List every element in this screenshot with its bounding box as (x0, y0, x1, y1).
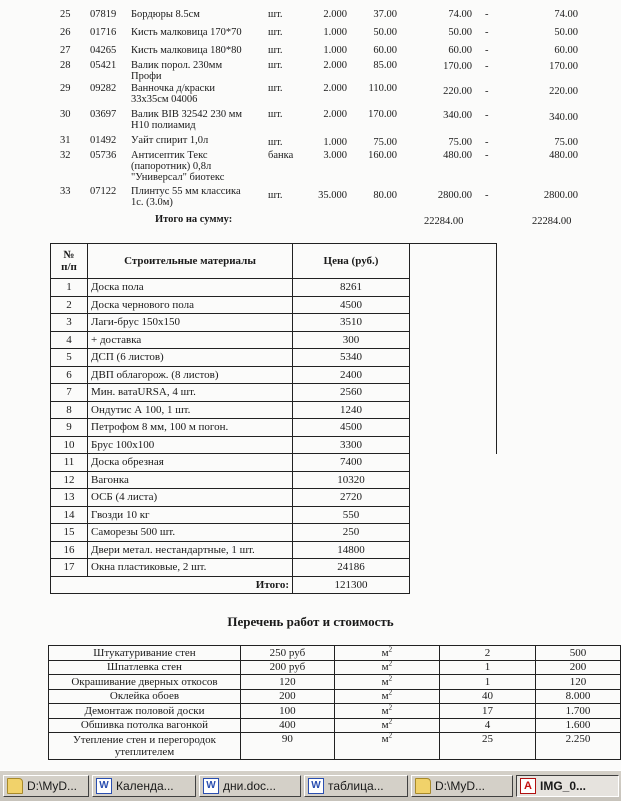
table-row (0, 182, 621, 208)
material-price: 550 (293, 506, 410, 524)
unit-power: 2 (388, 731, 393, 740)
work-unit (334, 733, 439, 760)
item-dash: - (485, 110, 489, 121)
item-unit: шт. (268, 109, 283, 120)
work-name: Шпатлевка стен (49, 660, 241, 675)
material-price: 300 (293, 331, 410, 349)
material-name: Гвозди 10 кг (88, 506, 293, 524)
item-price: 75.00 (373, 137, 397, 148)
row-number: 17 (51, 559, 88, 577)
folder-icon (7, 778, 23, 794)
material-price: 3510 (293, 314, 410, 332)
row-number: 29 (60, 83, 71, 94)
col-name-header: Строительные материалы (88, 244, 293, 279)
material-price: 14800 (293, 541, 410, 559)
work-qty: 1 (439, 660, 535, 675)
work-unit (334, 646, 439, 661)
work-name: Штукатуривание стен (49, 646, 241, 661)
material-price: 2400 (293, 366, 410, 384)
table-row (51, 506, 497, 524)
invoice-total-label: Итого на сумму: (155, 214, 233, 225)
material-price: 7400 (293, 454, 410, 472)
row-number: 26 (60, 27, 71, 38)
item-unit: шт. (268, 83, 283, 94)
item-price: 110.00 (368, 83, 397, 94)
table-total-row (51, 576, 497, 594)
row-number: 7 (51, 384, 88, 402)
material-price: 5340 (293, 349, 410, 367)
work-price: 250 руб (240, 646, 334, 661)
item-code: 05421 (90, 60, 117, 71)
taskbar-label: D:\MyD... (435, 779, 485, 793)
item-sum: 50.00 (448, 27, 472, 38)
item-sum-total: 340.00 (549, 112, 578, 123)
work-qty: 4 (439, 718, 535, 733)
work-price: 400 (240, 718, 334, 733)
item-code: 01492 (90, 135, 117, 146)
unit-text: м (381, 704, 389, 717)
material-price: 1240 (293, 401, 410, 419)
item-sum-total: 74.00 (554, 9, 578, 20)
material-name: Доска обрезная (88, 454, 293, 472)
work-sum: 2.250 (536, 733, 621, 760)
item-qty: 35.000 (318, 190, 347, 201)
table-row (49, 689, 621, 704)
work-name: Утепление стен и перегородок утеплителем (49, 733, 241, 760)
unit-text: м (381, 733, 389, 745)
table-row (0, 56, 621, 82)
work-price: 200 (240, 689, 334, 704)
works-table (48, 645, 621, 760)
work-sum: 200 (536, 660, 621, 675)
item-dash: - (485, 61, 489, 72)
work-sum: 8.000 (536, 689, 621, 704)
material-price: 24186 (293, 559, 410, 577)
invoice-total-2: 22284.00 (532, 216, 572, 227)
material-name: Лаги-брус 150х150 (88, 314, 293, 332)
item-unit: шт. (268, 137, 283, 148)
item-qty: 3.000 (323, 150, 347, 161)
row-number: 16 (51, 541, 88, 559)
row-number: 9 (51, 419, 88, 437)
item-name: Бордюры 8.5см (131, 9, 200, 20)
table-row (0, 23, 621, 43)
item-unit: шт. (268, 60, 283, 71)
work-price: 100 (240, 704, 334, 719)
item-price: 160.00 (368, 150, 397, 161)
table-row (51, 524, 497, 542)
work-price: 90 (240, 733, 334, 760)
unit-power: 2 (388, 717, 393, 726)
row-number: 2 (51, 296, 88, 314)
work-name: Окрашивание дверных откосов (49, 675, 241, 690)
item-qty: 1.000 (323, 137, 347, 148)
unit-text: м (381, 675, 389, 688)
work-qty: 25 (439, 733, 535, 760)
taskbar-button[interactable] (3, 775, 89, 797)
item-qty: 1.000 (323, 45, 347, 56)
work-unit (334, 689, 439, 704)
material-price: 10320 (293, 471, 410, 489)
row-number: 25 (60, 9, 71, 20)
row-number: 31 (60, 135, 71, 146)
work-sum: 500 (536, 646, 621, 661)
material-name: ДВП облагорож. (8 листов) (88, 366, 293, 384)
item-price: 60.00 (373, 45, 397, 56)
work-unit (334, 704, 439, 719)
taskbar-label: D:\MyD... (27, 779, 77, 793)
item-code: 03697 (90, 109, 117, 120)
work-qty: 1 (439, 675, 535, 690)
pdf-icon: A (520, 778, 536, 794)
material-price: 250 (293, 524, 410, 542)
item-code: 01716 (90, 27, 117, 38)
row-number: 11 (51, 454, 88, 472)
work-name: Демонтаж половой доски (49, 704, 241, 719)
item-unit: шт. (268, 9, 283, 20)
material-name: Доска пола (88, 279, 293, 297)
item-sum-total: 75.00 (554, 137, 578, 148)
taskbar-button[interactable] (92, 775, 196, 797)
item-name: Антисептик Текс (папоротник) 0,8л "Универсал" биотекс (131, 150, 225, 183)
material-name: Мин. ватаURSA, 4 шт. (88, 384, 293, 402)
material-name: Вагонка (88, 471, 293, 489)
table-row (51, 489, 497, 507)
material-price: 4500 (293, 419, 410, 437)
word-icon: W (96, 778, 112, 794)
item-dash: - (485, 45, 489, 56)
item-sum: 60.00 (448, 45, 472, 56)
work-sum: 1.600 (536, 718, 621, 733)
table-row (49, 646, 621, 661)
unit-text: м (381, 719, 389, 732)
unit-text: м (381, 661, 389, 674)
work-price: 200 руб (240, 660, 334, 675)
material-price: 4500 (293, 296, 410, 314)
item-dash: - (485, 9, 489, 20)
table-row (49, 660, 621, 675)
item-name: Кисть малковица 170*70 (131, 27, 242, 38)
work-name: Оклейка обоев (49, 689, 241, 704)
material-name: Петрофом 8 мм, 100 м погон. (88, 419, 293, 437)
item-sum: 75.00 (448, 137, 472, 148)
word-icon: W (203, 778, 219, 794)
item-name: Кисть малковица 180*80 (131, 45, 242, 56)
table-row (51, 454, 497, 472)
item-price: 85.00 (373, 60, 397, 71)
item-name: Валик ВIВ 32542 230 мм Н10 полиамид (131, 109, 243, 131)
material-name: + доставка (88, 331, 293, 349)
material-price: 2720 (293, 489, 410, 507)
item-unit: банка (268, 150, 294, 161)
item-qty: 2.000 (323, 83, 347, 94)
row-number: 13 (51, 489, 88, 507)
unit-text: м (381, 690, 389, 703)
row-number: 8 (51, 401, 88, 419)
materials-table (50, 243, 497, 594)
item-sum: 340.00 (443, 110, 472, 121)
unit-text: м (381, 646, 389, 659)
row-number: 3 (51, 314, 88, 332)
item-sum-total: 50.00 (554, 27, 578, 38)
item-sum: 2800.00 (437, 190, 472, 201)
row-number: 15 (51, 524, 88, 542)
item-sum: 170.00 (443, 61, 472, 72)
item-name: Ванночка д/краски 33х35см 04006 (131, 83, 216, 105)
item-sum: 480.00 (443, 150, 472, 161)
table-row (49, 704, 621, 719)
work-name: Обшивка потолка вагонкой (49, 718, 241, 733)
item-code: 04265 (90, 45, 117, 56)
invoice-total: 22284.00 (424, 216, 464, 227)
material-name: Ондутис А 100, 1 шт. (88, 401, 293, 419)
taskbar (0, 770, 621, 801)
item-name: Плинтус 55 мм классика 1с. (3.0м) (131, 186, 241, 208)
item-code: 07819 (90, 9, 117, 20)
item-price: 80.00 (373, 190, 397, 201)
table-row (0, 79, 621, 105)
row-number: 1 (51, 279, 88, 297)
table-row (49, 675, 621, 690)
work-qty: 40 (439, 689, 535, 704)
table-row (49, 718, 621, 733)
item-code: 05736 (90, 150, 117, 161)
item-sum-total: 480.00 (549, 150, 578, 161)
work-sum: 1.700 (536, 704, 621, 719)
unit-power: 2 (388, 645, 393, 654)
item-qty: 2.000 (323, 109, 347, 120)
item-qty: 1.000 (323, 27, 347, 38)
unit-power: 2 (388, 659, 393, 668)
item-sum-total: 2800.00 (543, 190, 578, 201)
taskbar-button[interactable] (411, 775, 513, 797)
col-number-header: № п/п (51, 244, 88, 279)
item-name: Валик порол. 230мм Профи (131, 60, 223, 82)
table-row (0, 105, 621, 131)
row-number: 30 (60, 109, 71, 120)
material-name: ДСП (6 листов) (88, 349, 293, 367)
table-row (51, 471, 497, 489)
material-price: 3300 (293, 436, 410, 454)
table-row (49, 733, 621, 760)
materials-total: 121300 (293, 576, 410, 594)
work-price: 120 (240, 675, 334, 690)
material-name: Окна пластиковые, 2 шт. (88, 559, 293, 577)
work-sum: 120 (536, 675, 621, 690)
work-unit (334, 718, 439, 733)
item-code: 07122 (90, 186, 117, 197)
work-unit (334, 660, 439, 675)
item-sum-total: 170.00 (549, 61, 578, 72)
material-name: Доска чернового пола (88, 296, 293, 314)
row-number: 32 (60, 150, 71, 161)
unit-power: 2 (388, 688, 393, 697)
word-icon: W (308, 778, 324, 794)
item-code: 09282 (90, 83, 117, 94)
taskbar-button[interactable] (199, 775, 301, 797)
table-row (0, 5, 621, 25)
row-number: 28 (60, 60, 71, 71)
material-price: 2560 (293, 384, 410, 402)
item-price: 170.00 (368, 109, 397, 120)
item-name: Уайт спирит 1,0л (131, 135, 209, 146)
row-number: 10 (51, 436, 88, 454)
table-row (51, 541, 497, 559)
row-number: 14 (51, 506, 88, 524)
item-sum: 220.00 (443, 86, 472, 97)
item-dash: - (485, 137, 489, 148)
unit-power: 2 (388, 703, 393, 712)
table-header-row (51, 244, 497, 279)
row-number: 12 (51, 471, 88, 489)
item-dash: - (485, 150, 489, 161)
table-row (51, 559, 497, 577)
row-number: 27 (60, 45, 71, 56)
col-price-header: Цена (руб.) (293, 244, 410, 279)
works-title: Перечень работ и стоимость (227, 614, 394, 629)
material-name: Двери метал. нестандартные, 1 шт. (88, 541, 293, 559)
taskbar-button[interactable] (304, 775, 408, 797)
material-price: 8261 (293, 279, 410, 297)
work-qty: 2 (439, 646, 535, 661)
work-unit (334, 675, 439, 690)
materials-total-label: Итого: (51, 576, 293, 594)
row-number: 5 (51, 349, 88, 367)
item-price: 50.00 (373, 27, 397, 38)
item-unit: шт. (268, 190, 283, 201)
item-sum-total: 220.00 (549, 86, 578, 97)
item-dash: - (485, 190, 489, 201)
row-number: 4 (51, 331, 88, 349)
material-name: ОСБ (4 листа) (88, 489, 293, 507)
material-name: Брус 100х100 (88, 436, 293, 454)
material-name: Саморезы 500 шт. (88, 524, 293, 542)
item-dash: - (485, 86, 489, 97)
row-number: 6 (51, 366, 88, 384)
unit-power: 2 (388, 674, 393, 683)
item-price: 37.00 (373, 9, 397, 20)
taskbar-label: таблица... (328, 779, 384, 793)
item-qty: 2.000 (323, 60, 347, 71)
item-sum: 74.00 (448, 9, 472, 20)
item-unit: шт. (268, 27, 283, 38)
row-number: 33 (60, 186, 71, 197)
taskbar-button-active[interactable] (516, 775, 619, 797)
work-qty: 17 (439, 704, 535, 719)
folder-icon (415, 778, 431, 794)
taskbar-label: дни.doc... (223, 779, 277, 793)
item-sum-total: 60.00 (554, 45, 578, 56)
empty-column (410, 244, 497, 454)
taskbar-label: IMG_0... (540, 779, 587, 793)
taskbar-label: Календа... (116, 779, 174, 793)
item-dash: - (485, 27, 489, 38)
table-row (0, 146, 621, 183)
item-unit: шт. (268, 45, 283, 56)
item-qty: 2.000 (323, 9, 347, 20)
